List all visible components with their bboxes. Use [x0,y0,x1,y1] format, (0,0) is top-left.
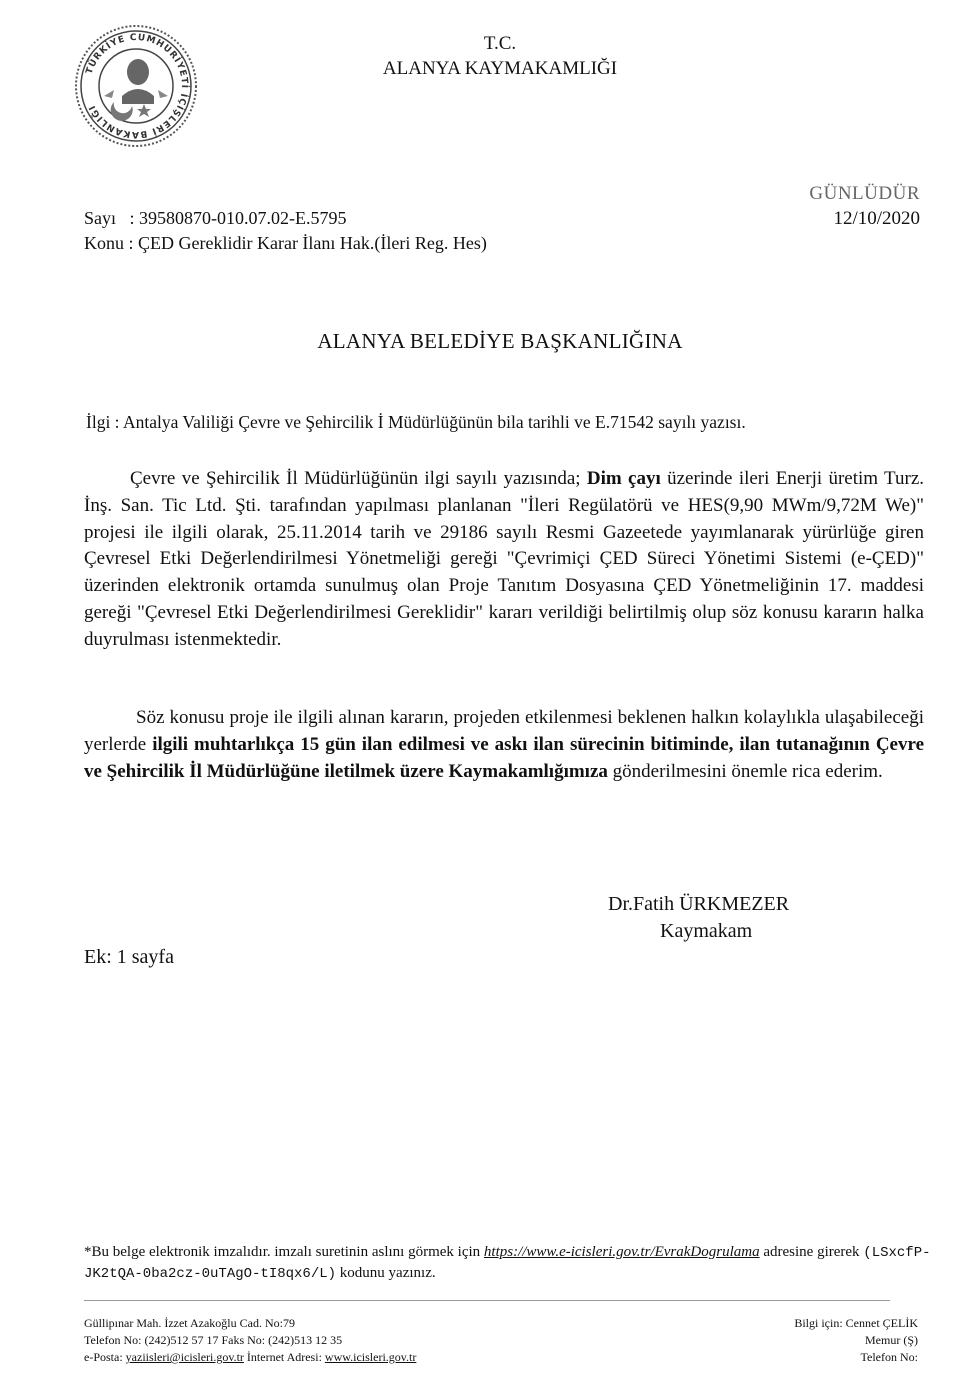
body-paragraph-2 [84,705,924,785]
p2-text-b: gönderilmesini önemle rica ederim. [607,760,883,782]
p2-text-a: Söz konusu proje ile ilgili alınan kararın, projeden etkilenmesi beklenen halkın kolaylıkla ulaşabileceği yerlerde [84,707,924,755]
e-signature-note [84,1242,944,1284]
note-middle: adresine girerek [759,1244,864,1260]
footer-phone: Telefon No: (242)512 57 17 Faks No: (242)513 12 35 [84,1333,343,1347]
document-number [84,208,347,229]
attachment-note: Ek: 1 sayfa [84,946,174,968]
konu-value: ÇED Gereklidir Karar İlanı Hak.(İleri Reg. Hes) [138,233,487,253]
note-suffix: kodunu yazınız. [336,1265,436,1281]
addressee: ALANYA BELEDİYE BAŞKANLIĞINA [317,329,683,353]
footer-contact [84,1315,416,1366]
verification-code: (LSxcfP-JK2tQA-0ba2cz-0uTAgO-tI8qx6/L) [84,1245,931,1282]
signer-title: Kaymakam [660,920,753,942]
note-prefix: *Bu belge elektronik imzalıdır. imzalı suretinin aslını görmek için [84,1244,484,1260]
header-institution: ALANYA KAYMAKAMLIĞI [382,58,618,79]
header-tc: T.C. [483,33,517,54]
sayi-label: Sayı : [84,208,135,228]
document-subject [84,233,487,254]
svg-text:TÜRKİYE CUMHURİYETİ İÇİŞLERİ B: TÜRKİYE CUMHURİYETİ İÇİŞLERİ BAKANLIĞI [84,32,190,140]
document-date: 12/10/2020 [833,208,920,229]
email-label: e-Posta: [84,1350,126,1364]
p1-text-a: Çevre ve Şehircilik İl Müdürlüğünün ilgi sayılı yazısında; [130,468,587,489]
p1-bold: Dim çayı [586,468,661,489]
footer-address: Güllipınar Mah. İzzet Azakoğlu Cad. No:79 [84,1316,295,1330]
footer-divider [84,1300,890,1301]
footer-info-phone: Telefon No: [860,1350,918,1364]
footer-info-role: Memur (Ş) [865,1333,918,1347]
signer-name: Dr.Fatih ÜRKMEZER [608,893,790,915]
web-link[interactable]: www.icisleri.gov.tr [324,1350,417,1364]
verification-link[interactable]: https://www.e-icisleri.gov.tr/EvrakDogrulama [483,1244,760,1260]
footer-email-web [84,1349,416,1366]
footer-info-person: Bilgi için: Cennet ÇELİK [794,1316,918,1330]
ilgi-text: Antalya Valiliği Çevre ve Şehircilik İ Müdürlüğünün bila tarihli ve E.71542 sayılı yazısı. [122,412,746,432]
ilgi-label: İlgi : [86,412,120,432]
body-paragraph-1 [84,466,924,654]
sayi-value: 39580870-010.07.02-E.5795 [139,208,347,228]
konu-label: Konu : [84,233,134,253]
reference-line [86,412,746,433]
email-link[interactable]: yaziisleri@icisleri.gov.tr [125,1350,244,1364]
footer-info [794,1315,918,1366]
p2-bold: ilgili muhtarlıkça 15 gün ilan edilmesi ve askı ilan sürecinin bitiminde, ilan tutanağının Çevre ve Şehircilik İl Müdürlüğüne iletilmek üzere Kaymakamlığımıza [84,733,925,782]
web-label: İnternet Adresi: [243,1350,325,1364]
p1-text-b: üzerinde ileri Enerji üretim Turz. İnş. San. Tic Ltd. Şti. tarafından yapılması planlanan "İleri Regülatörü ve HES(9,90 MWm/9,72M We)" projesi ile ilgili olarak, 25.11.2014 tarih ve 29186 sayılı Resmi Gazeetede yayımlanarak yürürlüğe giren Çevresel Etki Değerlendirilmesi Yönetmeliği gereği "Çevrimiçi ÇED Süreci Yönetimi Sistemi (e-ÇED)" üzerinden elektronik ortamda sunulmuş olan Proje Tanıtım Dosyasına ÇED Yönetmeliğinin 17. maddesi gereği "Çevresel Etki Değerlendirilmesi Gereklidir" kararı verildiği belirtilmiş olup söz konusu kararın halka duyrulması istenmektedir. [84,468,925,650]
urgency-label: GÜNLÜDÜR [809,183,920,204]
